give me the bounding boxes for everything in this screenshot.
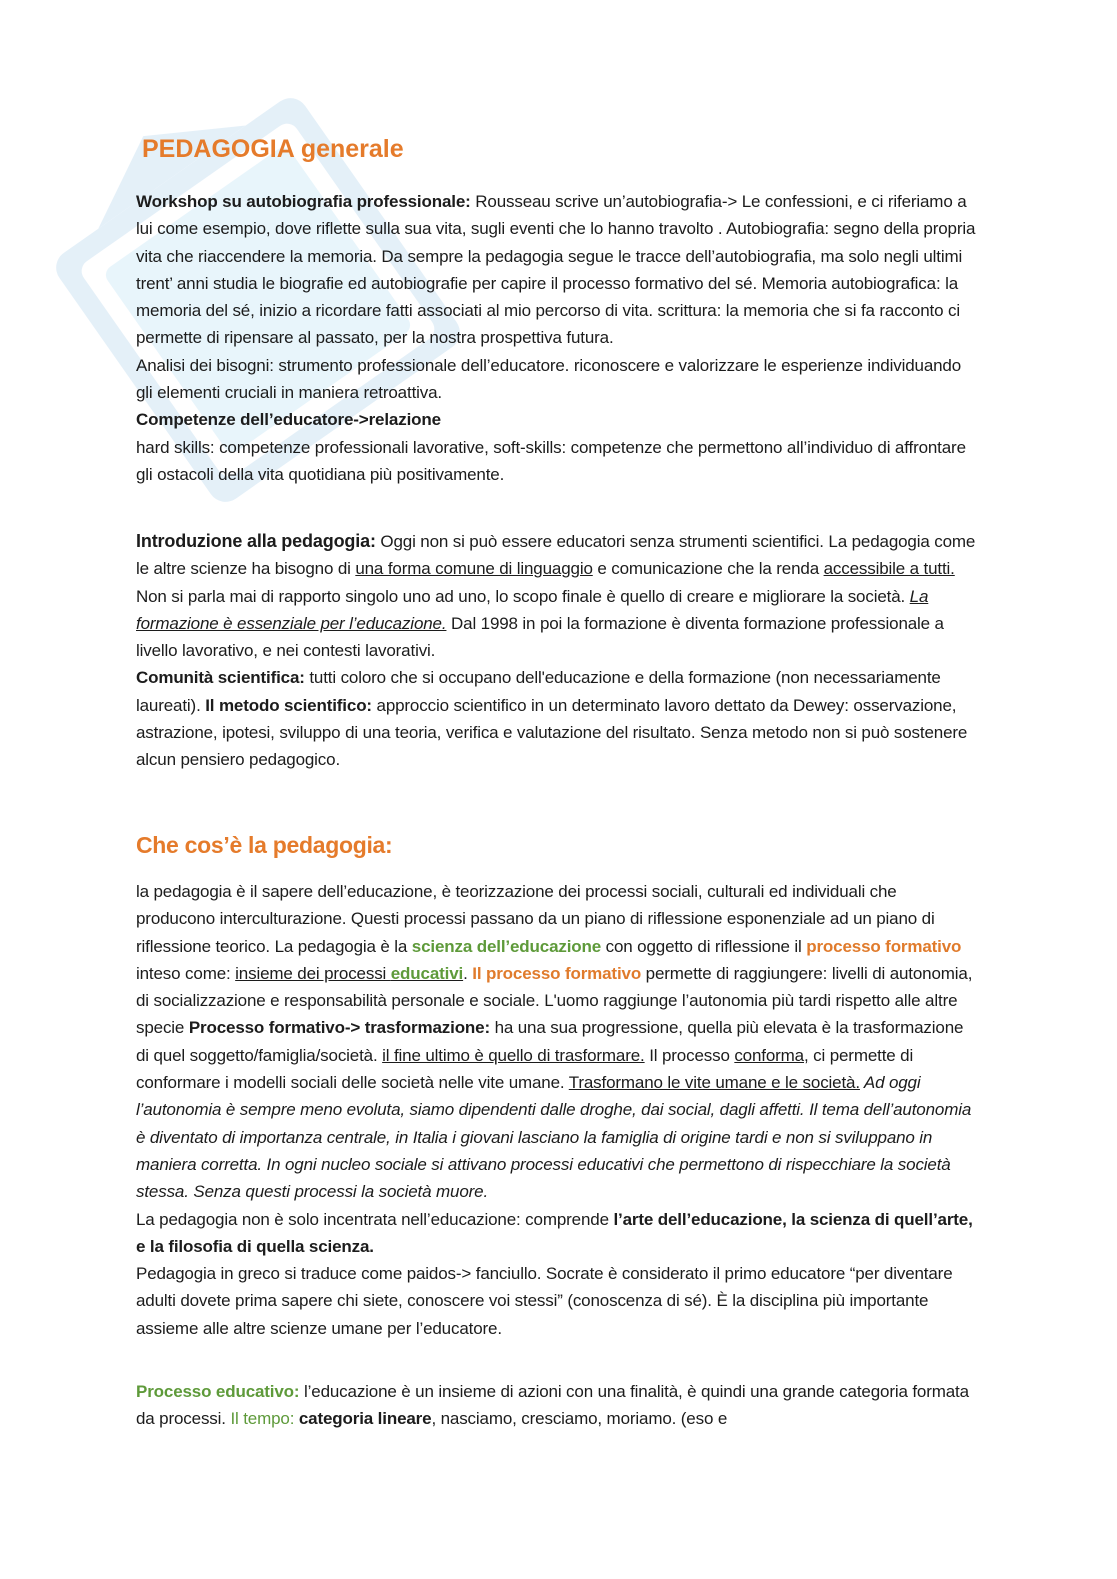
skills-text: hard skills: competenze professionali lavorative, soft-skills: competenze che permettono all’individuo di affrontare gli ostacoli della vita quotidiana più positivamente.	[136, 437, 966, 484]
linear-category: categoria lineare	[298, 1409, 432, 1429]
community-text: tutti coloro che si occupano dell'educazione e della formazione (non necessariamente laureati).	[136, 668, 941, 715]
section-title-pedagogia: Che cos’è la pedagogia:	[136, 832, 393, 858]
method-label: Il metodo scientifico:	[205, 695, 372, 715]
needs-analysis-text: Analisi dei bisogni: strumento professionale dell’educatore. riconoscere e valorizzare le esperienze individuando gli elementi cruciali in maniera retroattiva.	[136, 355, 962, 403]
ped-orange-1: processo formativo	[806, 936, 962, 956]
ped-italic-1: Ad oggi l’autonomia è sempre meno evoluta, siamo dipendenti dalle droghe, dai social, dagli affetti. Il tema dell’autonomia è diventato di importanza centrale, in Italia i giovani lasciano la famiglia di origine tardi e non si sviluppano in maniera corretta. In ogni nucleo sociale si attivano processi educativi che permettono di rispecchiare la società stessa. Senza questi processi la società muore.	[136, 1073, 972, 1202]
ped-text-4: .	[463, 963, 473, 983]
ped-text-8: ci permette di conformare i modelli sociali delle società nelle vite umane.	[136, 1045, 914, 1093]
intro-underline-2: accessibile a tutti.	[823, 559, 955, 579]
time-label: Il tempo:	[230, 1409, 295, 1429]
document-title: PEDAGOGIA generale	[142, 135, 404, 163]
ped-text-9: La pedagogia non è solo incentrata nell’educazione: comprende	[136, 1209, 614, 1229]
ped-underline-1	[235, 964, 463, 983]
competences-heading: Competenze dell’educatore->relazione	[136, 410, 441, 430]
ped-underline-2: il fine ultimo è quello di trasformare.	[382, 1045, 645, 1065]
ped-orange-2: Il processo formativo	[472, 963, 642, 983]
intro-underline-1: una forma comune di linguaggio	[355, 559, 593, 579]
educational-process-paragraph	[136, 1378, 978, 1433]
ped-bold-1: Processo formativo-> trasformazione:	[188, 1018, 490, 1038]
ped-green-2: educativi	[390, 963, 464, 983]
workshop-text: Rousseau scrive un’autobiografia-> Le confessioni, e ci riferiamo a lui come esempio, dove riflette sulla sua vita, sugli eventi che lo hanno travolto . Autobiografia: segno della propria vita che riaccendere la memoria. Da sempre la pedagogia segue le tracce dell’autobiografia, ma solo negli ultimi trent’ anni studia le biografie ed autobiografie per capire il processo formativo del sé. Memoria autobiografica: la memoria del sé, inizio a ricordare fatti associati al mio percorso di vita. scrittura: la memoria che si fa racconto ci permette di ripensare al passato, per la nostra prospettiva futura.	[136, 192, 976, 348]
ped-text-6: ha una sua progressione, quella più elevata è la trasformazione di quel soggetto/famiglia/società.	[136, 1018, 964, 1065]
ped-underline-3: conforma,	[734, 1045, 809, 1065]
intro-text-2: e comunicazione che la renda	[592, 559, 824, 579]
community-label: Comunità scientifica:	[136, 668, 305, 688]
edu-text-3: , nasciamo, cresciamo, moriamo. (eso e	[431, 1409, 728, 1429]
edu-text-1: l’educazione è un insieme di azioni con una finalità, è quindi una grande categoria formata da processi.	[136, 1382, 969, 1429]
ped-text-10: Pedagogia in greco si traduce come paidos-> fanciullo. Socrate è considerato il primo educatore “per diventare adulti dovete prima sapere chi siete, conoscere voi stessi” (conoscenza di sé). È la disciplina più importante assieme alle altre scienze umane per l’educatore.	[136, 1264, 953, 1338]
ped-text-3: inteso come:	[136, 963, 236, 983]
edu-process-label: Processo educativo:	[136, 1382, 300, 1401]
ped-underline-1-text: insieme dei processi	[235, 963, 391, 983]
ped-text-2: con oggetto di riflessione il	[601, 936, 807, 956]
intro-italic-underline: La formazione è essenziale per l’educazione.	[136, 586, 929, 633]
ped-text-7: Il processo	[644, 1045, 735, 1065]
intro-text-3: Non si parla mai di rapporto singolo uno ad uno, lo scopo finale è quello di creare e migliorare la società.	[136, 586, 910, 606]
ped-bold-2: l’arte dell’educazione, la scienza di quell’arte, e la filosofia di quella scienza.	[136, 1209, 973, 1256]
method-text: approccio scientifico in un determinato lavoro dettato da Dewey: osservazione, astrazione, ipotesi, sviluppo di una teoria, verifica e valutazione del risultato. Senza metodo non si può sostenere alcun pensiero pedagogico.	[136, 695, 968, 770]
pedagogia-paragraph	[136, 878, 978, 1342]
ped-text-5: permette di raggiungere: livelli di autonomia, di socializzazione e responsabilità personale e sociale. L'uomo raggiunge l’autonomia più tardi rispetto alle altre specie	[136, 963, 973, 1038]
workshop-label: Workshop su autobiografia professionale:	[136, 192, 471, 211]
workshop-paragraph	[136, 188, 978, 488]
intro-paragraph	[136, 528, 978, 774]
ped-text-1: la pedagogia è il sapere dell’educazione, è teorizzazione dei processi sociali, culturali ed individuali che producono interculturazione. Questi processi passano da un piano di riflessione esponenziale ad un piano di riflessione teorico. La pedagogia è la	[136, 882, 935, 956]
intro-label: Introduzione alla pedagogia:	[136, 531, 376, 551]
intro-text-1: Oggi non si può essere educatori senza strumenti scientifici. La pedagogia come le altre scienze ha bisogno di	[136, 532, 976, 579]
ped-underline-4: Trasformano le vite umane e le società.	[568, 1073, 860, 1093]
ped-green-1: scienza dell’educazione	[411, 936, 602, 956]
intro-text-4: Dal 1998 in poi la formazione è diventa formazione professionale a livello lavorativo, e nei contesti lavorativi.	[136, 613, 944, 661]
